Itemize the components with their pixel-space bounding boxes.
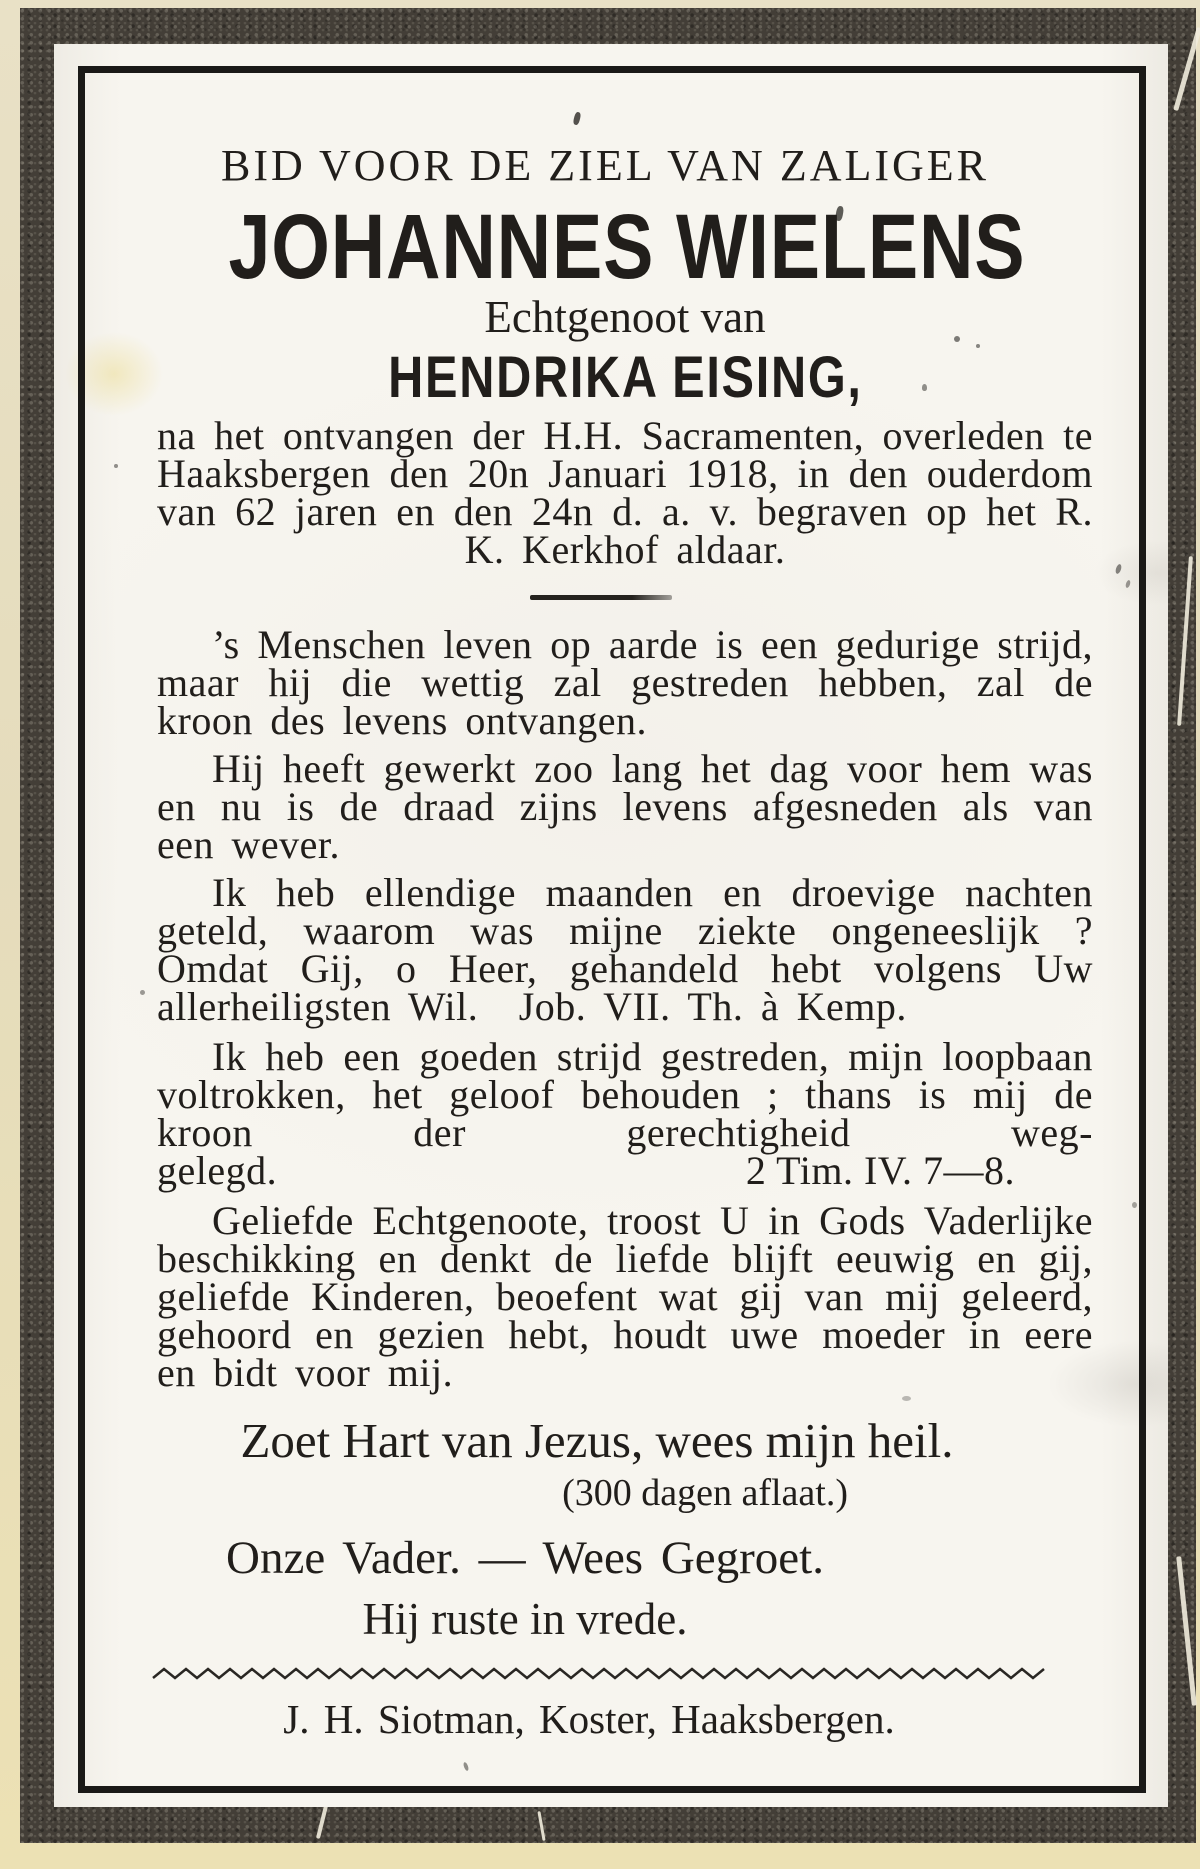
- verse-paragraph-2: Hij heeft gewerkt zoo lang het dag voor hem was en nu is de draad zijns levens afgesneden als van een wever.: [157, 746, 1093, 867]
- intro-line: BID VOOR DE ZIEL VAN ZALIGER: [221, 141, 989, 190]
- verse-paragraph-4: [157, 1034, 1093, 1193]
- relation-line: Echtgenoot van: [484, 292, 766, 342]
- card-paper: [54, 44, 1168, 1807]
- frame-crack: [316, 1805, 328, 1839]
- printer-line: J. H. Siotman, Koster, Haaksbergen.: [283, 1696, 895, 1742]
- section-divider: [530, 595, 672, 600]
- ejaculatory-prayer: Zoet Hart van Jezus, wees mijn heil.: [240, 1413, 954, 1468]
- indulgence-note: (300 dagen aflaat.): [562, 1472, 848, 1514]
- closing-prayers: Onze Vader. — Wees Gegroet.: [226, 1532, 824, 1584]
- frame-crack: [1176, 1556, 1197, 1706]
- farewell-paragraph: Geliefde Echtgenoote, troost U in Gods Vaderlijke beschikking en denkt de liefde blijft eeuwig en gij, geliefde Kinderen, beoefent wat gij van mij geleerd, gehoord en gezien hebt, houdt uwe moeder in eere en bidt voor mij.: [157, 1198, 1093, 1395]
- frame-crack: [1177, 556, 1193, 726]
- card-content: [85, 73, 1139, 1742]
- verse-paragraph-1: ’s Menschen leven op aarde is een gedurige strijd, maar hij die wettig zal gestreden hebben, zal de kroon des levens ontvangen.: [157, 622, 1093, 743]
- zigzag-divider: [151, 1666, 1056, 1682]
- verse-paragraph-4-lastline: [157, 1148, 1093, 1193]
- frame-crack: [537, 1811, 545, 1841]
- verse-paragraph-4-body: Ik heb een goeden strijd gestreden, mijn loopbaan voltrokken, het geloof behouden ; thans is mij de kroon der gerechtigheid weg-: [157, 1034, 1093, 1155]
- obituary-paragraph: na het ontvangen der H.H. Sacramenten, overleden te Haaksbergen den 20n Januari 1918, in den ouderdom van 62 jaren en den 24n d. a. v. begraven op het R. K. Kerkhof aldaar.: [157, 413, 1093, 572]
- rest-in-peace-line: Hij ruste in vrede.: [362, 1594, 688, 1644]
- spouse-name: HENDRIKA EISING,: [387, 345, 863, 410]
- frame-crack: [1173, 27, 1200, 111]
- card-inner-border: [78, 66, 1146, 1793]
- bible-citation: 2 Tim. IV. 7—8.: [745, 1148, 1015, 1193]
- verse-paragraph-3: Ik heb ellendige maanden en droevige nachten geteld, waarom was mijne ziekte ongeneeslijk ? Omdat Gij, o Heer, gehandeld hebt volgens Uw allerheiligsten Wil. Job. VII. Th. à Kemp.: [157, 870, 1093, 1029]
- deceased-name: JOHANNES WIELENS: [228, 196, 1026, 298]
- verse-last-word: gelegd.: [157, 1148, 278, 1193]
- card-frame: [20, 8, 1196, 1843]
